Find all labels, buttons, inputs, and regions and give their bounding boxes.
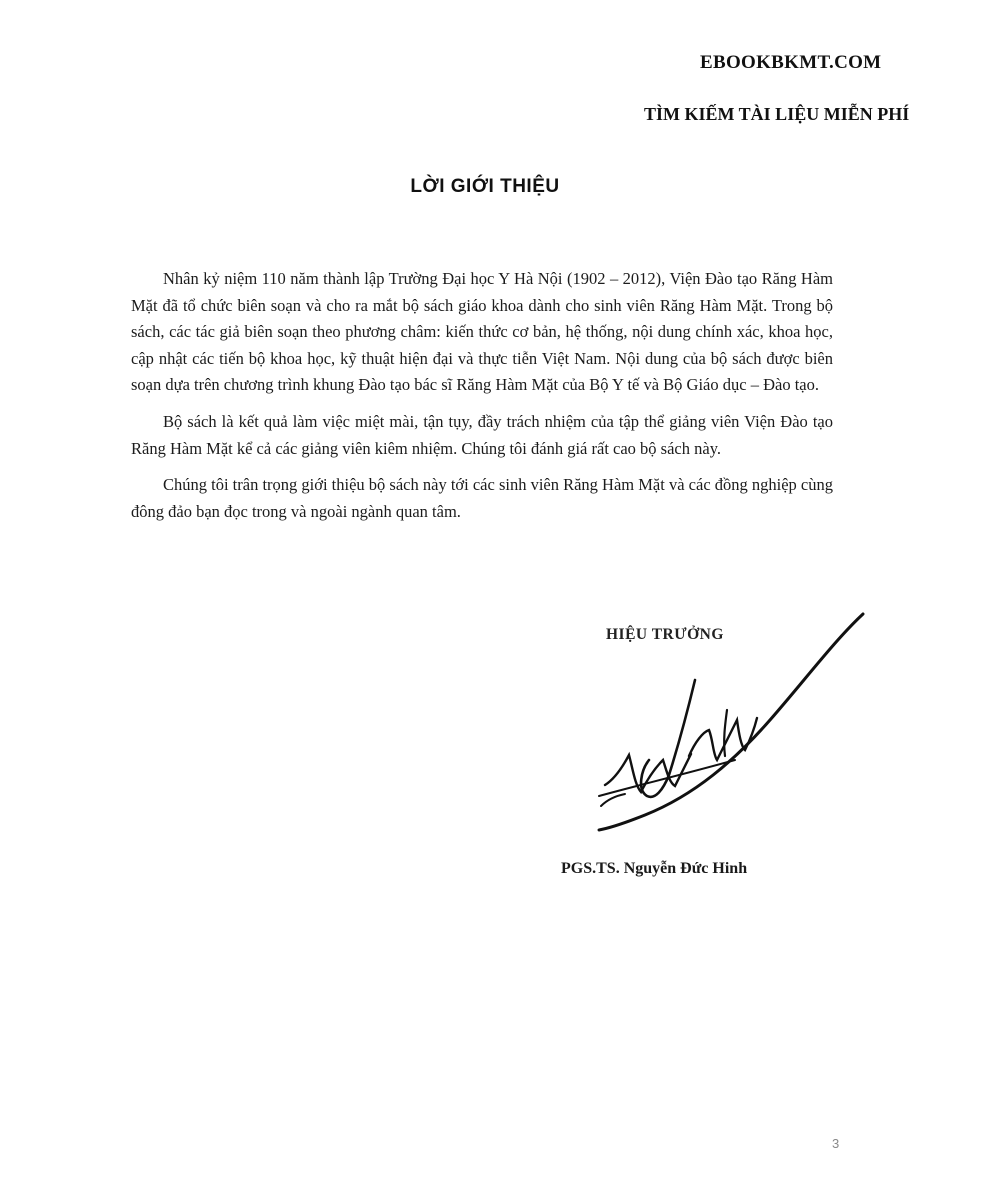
paragraph-2: Bộ sách là kết quả làm việc miệt mài, tận tụy, đầy trách nhiệm của tập thể giảng viên Viện Đào tạo Răng Hàm Mặt kể cả các giảng viên kiêm nhiệm. Chúng tôi đánh giá rất cao bộ sách này.: [131, 411, 833, 458]
document-body: [131, 266, 833, 535]
paragraph-3: Chúng tôi trân trọng giới thiệu bộ sách này tới các sinh viên Răng Hàm Mặt và các đồng nghiệp cùng đông đảo bạn đọc trong và ngoài ngành quan tâm.: [131, 475, 833, 521]
signer-name: PGS.TS. Nguyễn Đức Hinh: [561, 860, 748, 877]
watermark-site: EBOOKBKMT.COM: [700, 52, 882, 73]
watermark-tagline: TÌM KIẾM TÀI LIỆU MIỄN PHÍ: [644, 104, 910, 124]
signer-title: HIỆU TRƯỞNG: [606, 626, 724, 643]
handwritten-signature: [585, 610, 870, 840]
paragraph-1: Nhân kỷ niệm 110 năm thành lập Trường Đại học Y Hà Nội (1902 – 2012), Viện Đào tạo Răng Hàm Mặt đã tổ chức biên soạn và cho ra mắt bộ sách giáo khoa dành cho sinh viên Răng Hàm Mặt. Trong bộ sách, các tác giả biên soạn theo phương châm: kiến thức cơ bản, hệ thống, nội dung chính xác, khoa học, cập nhật các tiến bộ khoa học, kỹ thuật hiện đại và thực tiễn Việt Nam. Nội dung của bộ sách được biên soạn dựa trên chương trình khung Đào tạo bác sĩ Răng Hàm Mặt của Bộ Y tế và Bộ Giáo dục – Đào tạo.: [131, 269, 833, 395]
page-title: LỜI GIỚI THIỆU: [410, 176, 560, 197]
page-number: 3: [832, 1136, 840, 1151]
